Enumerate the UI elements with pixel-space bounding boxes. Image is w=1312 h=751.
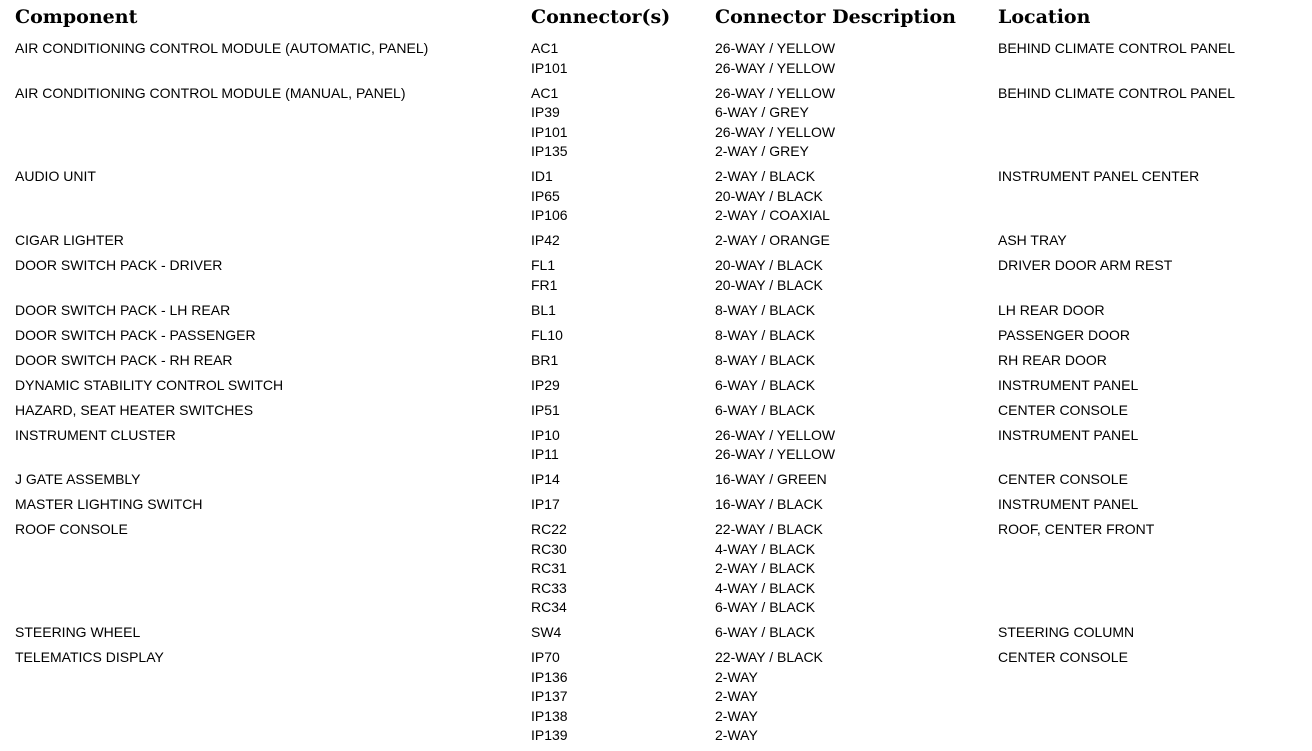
- connector-description: 6-WAY / BLACK: [715, 624, 816, 640]
- table-row: [15, 351, 1305, 376]
- connectors-cell: [531, 326, 715, 351]
- connector-id: IP39: [531, 104, 560, 120]
- connectors-cell: [531, 470, 715, 495]
- connectors-cell: [531, 495, 715, 520]
- connector-id: FR1: [531, 276, 558, 293]
- connector-description: 8-WAY / BLACK: [715, 301, 816, 318]
- connector-id: IP14: [531, 471, 560, 487]
- connector-description: 26-WAY / YELLOW: [715, 123, 836, 140]
- connector-description: 6-WAY / BLACK: [715, 376, 816, 393]
- connectors-cell: [531, 351, 715, 376]
- connector-description: 20-WAY / BLACK: [715, 187, 823, 204]
- connectors-cell: [531, 167, 715, 231]
- connector-id: IP11: [531, 446, 559, 462]
- table-row: [15, 648, 1305, 751]
- connector-description: 4-WAY / BLACK: [715, 540, 816, 557]
- connector-id: IP106: [531, 207, 568, 223]
- connector-description: 16-WAY / GREEN: [715, 471, 827, 487]
- header-location: Location: [998, 6, 1091, 28]
- location-cell: ROOF, CENTER FRONT: [998, 521, 1155, 537]
- location-cell: LH REAR DOOR: [998, 301, 1105, 318]
- component-cell: AIR CONDITIONING CONTROL MODULE (MANUAL, PANEL): [15, 84, 406, 101]
- connector-description: 16-WAY / BLACK: [715, 496, 823, 512]
- connector-id: RC22: [531, 521, 567, 537]
- connector-description: 2-WAY / COAXIAL: [715, 207, 830, 223]
- component-cell: DOOR SWITCH PACK - LH REAR: [15, 301, 231, 318]
- table-row: [15, 520, 1305, 623]
- description-cell: [715, 39, 998, 84]
- connector-description: 26-WAY / YELLOW: [715, 446, 836, 462]
- connectors-cell: [531, 376, 715, 401]
- component-cell: INSTRUMENT CLUSTER: [15, 426, 176, 443]
- connectors-cell: [531, 84, 715, 168]
- connector-id: IP51: [531, 401, 560, 418]
- connector-id: ID1: [531, 168, 553, 184]
- table-row: [15, 84, 1305, 168]
- location-cell: INSTRUMENT PANEL: [998, 376, 1139, 393]
- description-cell: [715, 376, 998, 401]
- connector-id: RC31: [531, 560, 567, 576]
- connector-id: IP139: [531, 727, 568, 743]
- connector-description: 26-WAY / YELLOW: [715, 84, 836, 101]
- table-row: [15, 326, 1305, 351]
- connector-id: AC1: [531, 40, 559, 56]
- component-cell: MASTER LIGHTING SWITCH: [15, 496, 203, 512]
- description-cell: [715, 648, 998, 751]
- connector-description: 22-WAY / BLACK: [715, 649, 823, 665]
- connectors-cell: [531, 301, 715, 326]
- component-cell: ROOF CONSOLE: [15, 521, 128, 537]
- description-cell: [715, 326, 998, 351]
- connector-description: 8-WAY / BLACK: [715, 351, 816, 368]
- location-cell: INSTRUMENT PANEL: [998, 426, 1139, 443]
- connector-location-document: [15, 6, 1305, 751]
- connector-description: 20-WAY / BLACK: [715, 257, 823, 273]
- location-cell: STEERING COLUMN: [998, 624, 1135, 640]
- connector-description: 26-WAY / YELLOW: [715, 426, 836, 443]
- connector-id: IP17: [531, 496, 560, 512]
- connectors-cell: [531, 648, 715, 751]
- connector-description: 8-WAY / BLACK: [715, 326, 816, 343]
- connector-description: 2-WAY / GREY: [715, 143, 809, 159]
- connector-id: RC33: [531, 579, 567, 596]
- connector-table: [15, 6, 1305, 751]
- description-cell: [715, 470, 998, 495]
- connectors-cell: [531, 520, 715, 623]
- connectors-cell: [531, 39, 715, 84]
- connector-description: 2-WAY: [715, 688, 758, 704]
- component-cell: DOOR SWITCH PACK - RH REAR: [15, 351, 233, 368]
- connector-id: FL1: [531, 257, 556, 273]
- connector-description: 6-WAY / GREY: [715, 104, 809, 120]
- location-cell: PASSENGER DOOR: [998, 326, 1130, 343]
- component-cell: CIGAR LIGHTER: [15, 232, 124, 248]
- component-cell: STEERING WHEEL: [15, 624, 141, 640]
- connector-description: 20-WAY / BLACK: [715, 276, 823, 293]
- table-row: [15, 256, 1305, 301]
- connector-id: IP65: [531, 187, 560, 204]
- location-cell: CENTER CONSOLE: [998, 649, 1128, 665]
- connector-id: IP42: [531, 232, 560, 248]
- table-row: [15, 623, 1305, 648]
- connector-id: SW4: [531, 624, 562, 640]
- connector-id: RC34: [531, 599, 567, 615]
- location-cell: DRIVER DOOR ARM REST: [998, 257, 1173, 273]
- table-row: [15, 495, 1305, 520]
- connector-id: IP101: [531, 59, 568, 76]
- component-cell: HAZARD, SEAT HEATER SWITCHES: [15, 401, 254, 418]
- connectors-cell: [531, 401, 715, 426]
- description-cell: [715, 495, 998, 520]
- description-cell: [715, 520, 998, 623]
- location-cell: BEHIND CLIMATE CONTROL PANEL: [998, 84, 1236, 101]
- connector-description: 2-WAY / BLACK: [715, 168, 816, 184]
- connectors-cell: [531, 231, 715, 256]
- component-cell: DYNAMIC STABILITY CONTROL SWITCH: [15, 376, 284, 393]
- connector-id: BR1: [531, 351, 559, 368]
- connector-description: 2-WAY: [715, 668, 758, 685]
- description-cell: [715, 84, 998, 168]
- component-cell: J GATE ASSEMBLY: [15, 471, 141, 487]
- connector-description: 22-WAY / BLACK: [715, 521, 823, 537]
- connector-id: IP70: [531, 649, 560, 665]
- description-cell: [715, 256, 998, 301]
- table-row: [15, 376, 1305, 401]
- connector-id: RC30: [531, 540, 567, 557]
- connector-description: 2-WAY / ORANGE: [715, 232, 830, 248]
- component-cell: TELEMATICS DISPLAY: [15, 649, 164, 665]
- connector-description: 2-WAY: [715, 707, 758, 724]
- table-row: [15, 231, 1305, 256]
- component-cell: DOOR SWITCH PACK - PASSENGER: [15, 326, 256, 343]
- description-cell: [715, 231, 998, 256]
- table-row: [15, 401, 1305, 426]
- description-cell: [715, 623, 998, 648]
- connectors-cell: [531, 426, 715, 471]
- location-cell: INSTRUMENT PANEL CENTER: [998, 168, 1200, 184]
- description-cell: [715, 301, 998, 326]
- table-row: [15, 301, 1305, 326]
- location-cell: CENTER CONSOLE: [998, 471, 1128, 487]
- connectors-cell: [531, 256, 715, 301]
- connector-description: 2-WAY: [715, 727, 758, 743]
- connector-id: IP10: [531, 426, 560, 443]
- connector-description: 26-WAY / YELLOW: [715, 59, 836, 76]
- connectors-cell: [531, 623, 715, 648]
- component-cell: AIR CONDITIONING CONTROL MODULE (AUTOMATIC, PANEL): [15, 40, 429, 56]
- connector-id: IP29: [531, 376, 560, 393]
- connector-description: 6-WAY / BLACK: [715, 401, 816, 418]
- connector-id: IP138: [531, 707, 568, 724]
- location-cell: ASH TRAY: [998, 232, 1067, 248]
- location-cell: BEHIND CLIMATE CONTROL PANEL: [998, 40, 1236, 56]
- header-row: [15, 6, 1305, 39]
- connector-id: IP137: [531, 688, 568, 704]
- connector-id: FL10: [531, 326, 563, 343]
- connector-id: IP136: [531, 668, 568, 685]
- connector-description: 2-WAY / BLACK: [715, 560, 816, 576]
- table-row: [15, 39, 1305, 84]
- connector-id: IP101: [531, 123, 568, 140]
- connector-id: IP135: [531, 143, 568, 159]
- connector-description: 4-WAY / BLACK: [715, 579, 816, 596]
- header-connectors: Connector(s): [531, 6, 671, 28]
- connector-description: 6-WAY / BLACK: [715, 599, 816, 615]
- table-body: [15, 39, 1305, 751]
- component-cell: AUDIO UNIT: [15, 168, 96, 184]
- location-cell: CENTER CONSOLE: [998, 401, 1128, 418]
- description-cell: [715, 351, 998, 376]
- component-cell: DOOR SWITCH PACK - DRIVER: [15, 257, 223, 273]
- header-description: Connector Description: [715, 6, 956, 28]
- header-component: Component: [15, 6, 138, 28]
- connector-id: AC1: [531, 84, 559, 101]
- connector-description: 26-WAY / YELLOW: [715, 40, 836, 56]
- connector-id: BL1: [531, 301, 556, 318]
- description-cell: [715, 167, 998, 231]
- table-row: [15, 426, 1305, 471]
- table-row: [15, 470, 1305, 495]
- location-cell: RH REAR DOOR: [998, 351, 1107, 368]
- location-cell: INSTRUMENT PANEL: [998, 496, 1139, 512]
- description-cell: [715, 426, 998, 471]
- table-row: [15, 167, 1305, 231]
- description-cell: [715, 401, 998, 426]
